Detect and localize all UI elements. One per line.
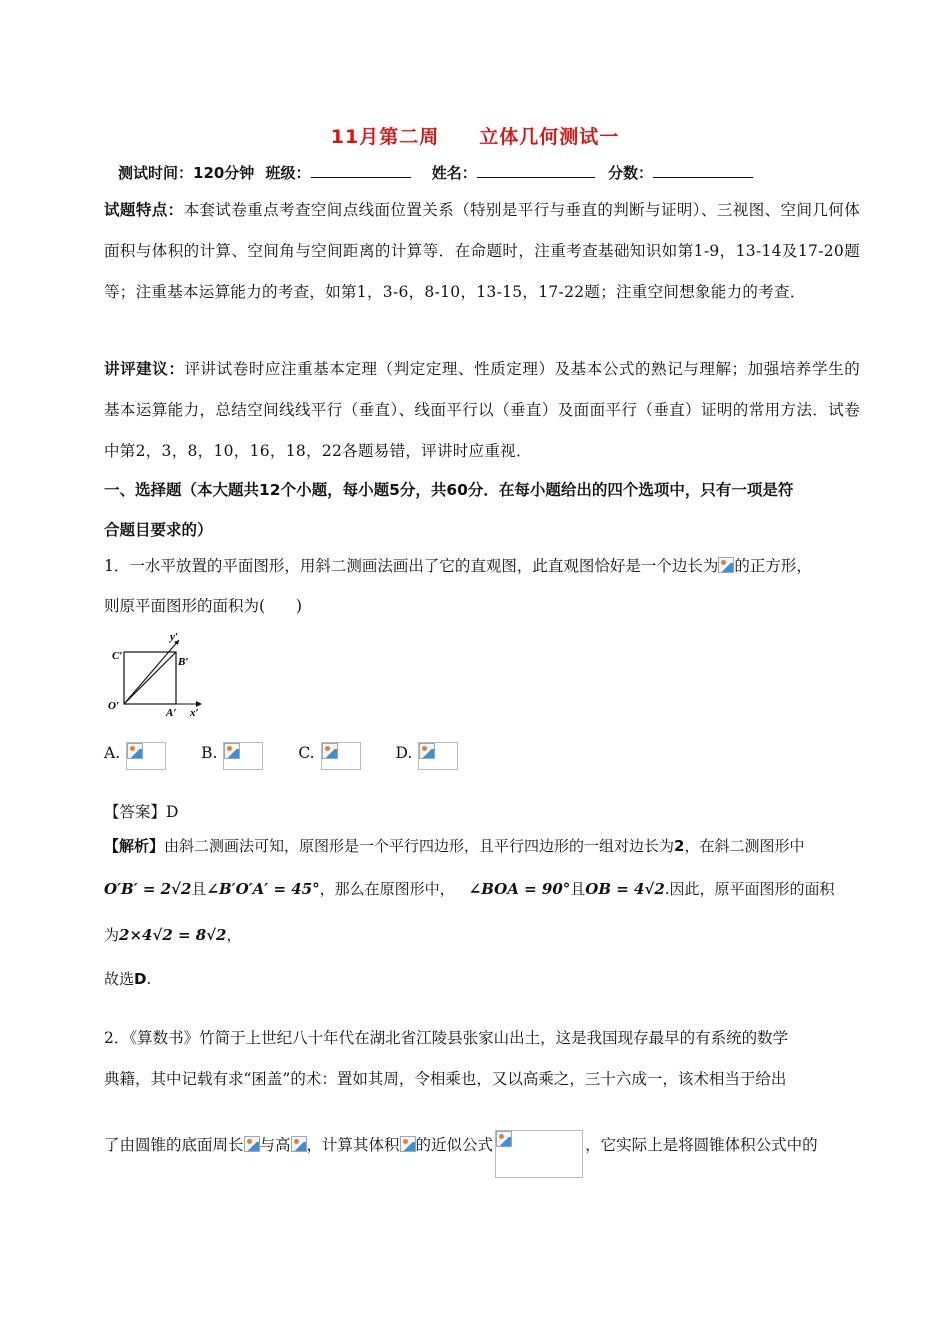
suggestion-text: 评讲试卷时应注重基本定理（判定定理、性质定理）及基本公式的熟记与理解；加强培养学生的基本运算能力，总结空间线线平行（垂直）、线面平行以（垂直）及面面平行（垂直）证明的常用方法．试卷中第2，3，8，10，16，18，22各题易错，评讲时应重视． xyxy=(104,360,860,460)
conclusion-a: 故选 xyxy=(104,970,135,988)
q1-stem-b: 的正方形， xyxy=(734,557,812,575)
q2-line3-d: 的近似公式 xyxy=(415,1136,494,1154)
q2-line3 xyxy=(104,1130,818,1178)
eq-angle-45: ∠B′O′A′ = 45° xyxy=(206,880,320,898)
y-axis xyxy=(124,640,179,704)
q1-figure xyxy=(104,628,216,720)
q1-answer: 【答案】D xyxy=(104,803,179,821)
analysis-label: 【解析】 xyxy=(104,837,165,855)
option-d-image xyxy=(418,742,458,770)
option-a-image xyxy=(126,742,166,770)
q1-analysis-line1 xyxy=(104,835,804,856)
analysis-tail: .因此，原平面图形的面积 xyxy=(664,880,835,898)
option-d-label: D. xyxy=(395,744,413,762)
and-2: 且 xyxy=(570,880,586,898)
score-blank xyxy=(653,163,753,178)
q2-line3-a: 了由圆锥的底面周长 xyxy=(104,1136,244,1154)
class-label: 班级： xyxy=(265,164,311,182)
conclusion-b: D xyxy=(134,970,147,988)
class-blank xyxy=(311,163,411,178)
option-b[interactable] xyxy=(201,744,263,762)
broken-image-icon xyxy=(718,557,734,573)
suggestion-label: 讲评建议： xyxy=(104,360,185,378)
q2-line3-c: ，计算其体积 xyxy=(306,1136,400,1154)
q1-stem-line1 xyxy=(104,554,812,576)
label-c: C′ xyxy=(112,650,123,662)
broken-image-icon xyxy=(244,1136,260,1152)
broken-image-icon xyxy=(224,743,240,759)
q1-stem-a: 1．一水平放置的平面图形，用斜二测画法画出了它的直观图，此直观图恰好是一个边长为 xyxy=(104,557,719,575)
name-blank xyxy=(477,163,595,178)
label-o: O′ xyxy=(108,700,120,712)
label-y: y′ xyxy=(170,631,178,643)
eq-ob-length: O′B′ = 2√2 xyxy=(104,880,192,898)
broken-image-icon xyxy=(419,743,435,759)
name-label: 姓名： xyxy=(431,164,477,182)
option-c[interactable] xyxy=(298,744,360,762)
section-heading-line1: 一、选择题（本大题共12个小题，每小题5分，共60分．在每小题给出的四个选项中，只有一项是符 xyxy=(104,481,794,499)
time-label: 测试时间：120分钟 xyxy=(118,164,255,182)
broken-image-icon xyxy=(127,743,143,759)
q1-stem-line2: 则原平面图形的面积为( ) xyxy=(104,597,303,615)
eq-ob-original: OB = 4√2 xyxy=(585,880,665,898)
title-subject: 立体几何测试一 xyxy=(479,126,620,148)
conclusion-c: . xyxy=(146,970,152,988)
option-c-label: C. xyxy=(298,744,315,762)
features-label: 试题特点： xyxy=(104,201,184,219)
diagonal-ob xyxy=(124,652,176,704)
option-a-label: A. xyxy=(104,744,121,762)
exam-meta xyxy=(118,162,753,183)
q1-conclusion xyxy=(104,968,151,989)
page-title xyxy=(0,122,950,149)
area-suffix: ， xyxy=(226,926,242,944)
option-b-label: B. xyxy=(201,744,218,762)
analysis-mid: ，那么在原图形中， xyxy=(319,880,455,898)
q2-line3-e: ，它实际上是将圆锥体积公式中的 xyxy=(585,1136,818,1154)
section-heading-line2: 合题目要求的） xyxy=(104,521,213,539)
broken-image-icon xyxy=(322,743,338,759)
q1-analysis-line3 xyxy=(104,924,242,945)
option-b-image xyxy=(223,742,263,770)
eq-area: 2×4√2 = 8√2 xyxy=(119,926,227,944)
features-paragraph xyxy=(104,190,860,313)
broken-image-icon xyxy=(291,1136,307,1152)
option-c-image xyxy=(321,742,361,770)
broken-image-icon xyxy=(400,1136,416,1152)
title-week: 11月第二周 xyxy=(330,126,440,148)
analysis-b: 2 xyxy=(674,837,685,855)
q1-options xyxy=(104,742,458,770)
suggestion-paragraph xyxy=(104,349,860,472)
q2-line3-b: 与高 xyxy=(259,1136,291,1154)
analysis-a: 由斜二测画法可知，原图形是一个平行四边形，且平行四边形的一组对边长为 xyxy=(164,837,675,855)
and-1: 且 xyxy=(191,880,207,898)
formula-image xyxy=(495,1130,583,1178)
q1-analysis-line2 xyxy=(104,878,835,899)
broken-image-icon xyxy=(496,1131,512,1147)
option-d[interactable] xyxy=(396,744,459,762)
label-a: A′ xyxy=(166,707,177,719)
analysis-c: ，在斜二测图形中 xyxy=(684,837,805,855)
option-a[interactable] xyxy=(104,744,166,762)
label-b: B′ xyxy=(178,656,189,668)
label-x: x′ xyxy=(190,707,199,719)
q2-line1: 2．《算数书》竹简于上世纪八十年代在湖北省江陵县张家山出土，这是我国现存最早的有系统的数学 xyxy=(104,1029,789,1047)
area-prefix: 为 xyxy=(104,926,120,944)
eq-angle-90: ∠BOA = 90° xyxy=(468,880,571,898)
q2-line2: 典籍，其中记载有求“囷盖”的术：置如其周，令相乘也，又以高乘之，三十六成一，该术相当于给出 xyxy=(104,1070,787,1088)
score-label: 分数： xyxy=(608,164,654,182)
features-text: 本套试卷重点考查空间点线面位置关系（特别是平行与垂直的判断与证明）、三视图、空间几何体面积与体积的计算、空间角与空间距离的计算等．在命题时，注重考查基础知识如第1-9，13-14及17-20题等；注重基本运算能力的考查，如第1，3-6，8-10，13-15，17-22题；注重空间想象能力的考查． xyxy=(104,201,860,301)
